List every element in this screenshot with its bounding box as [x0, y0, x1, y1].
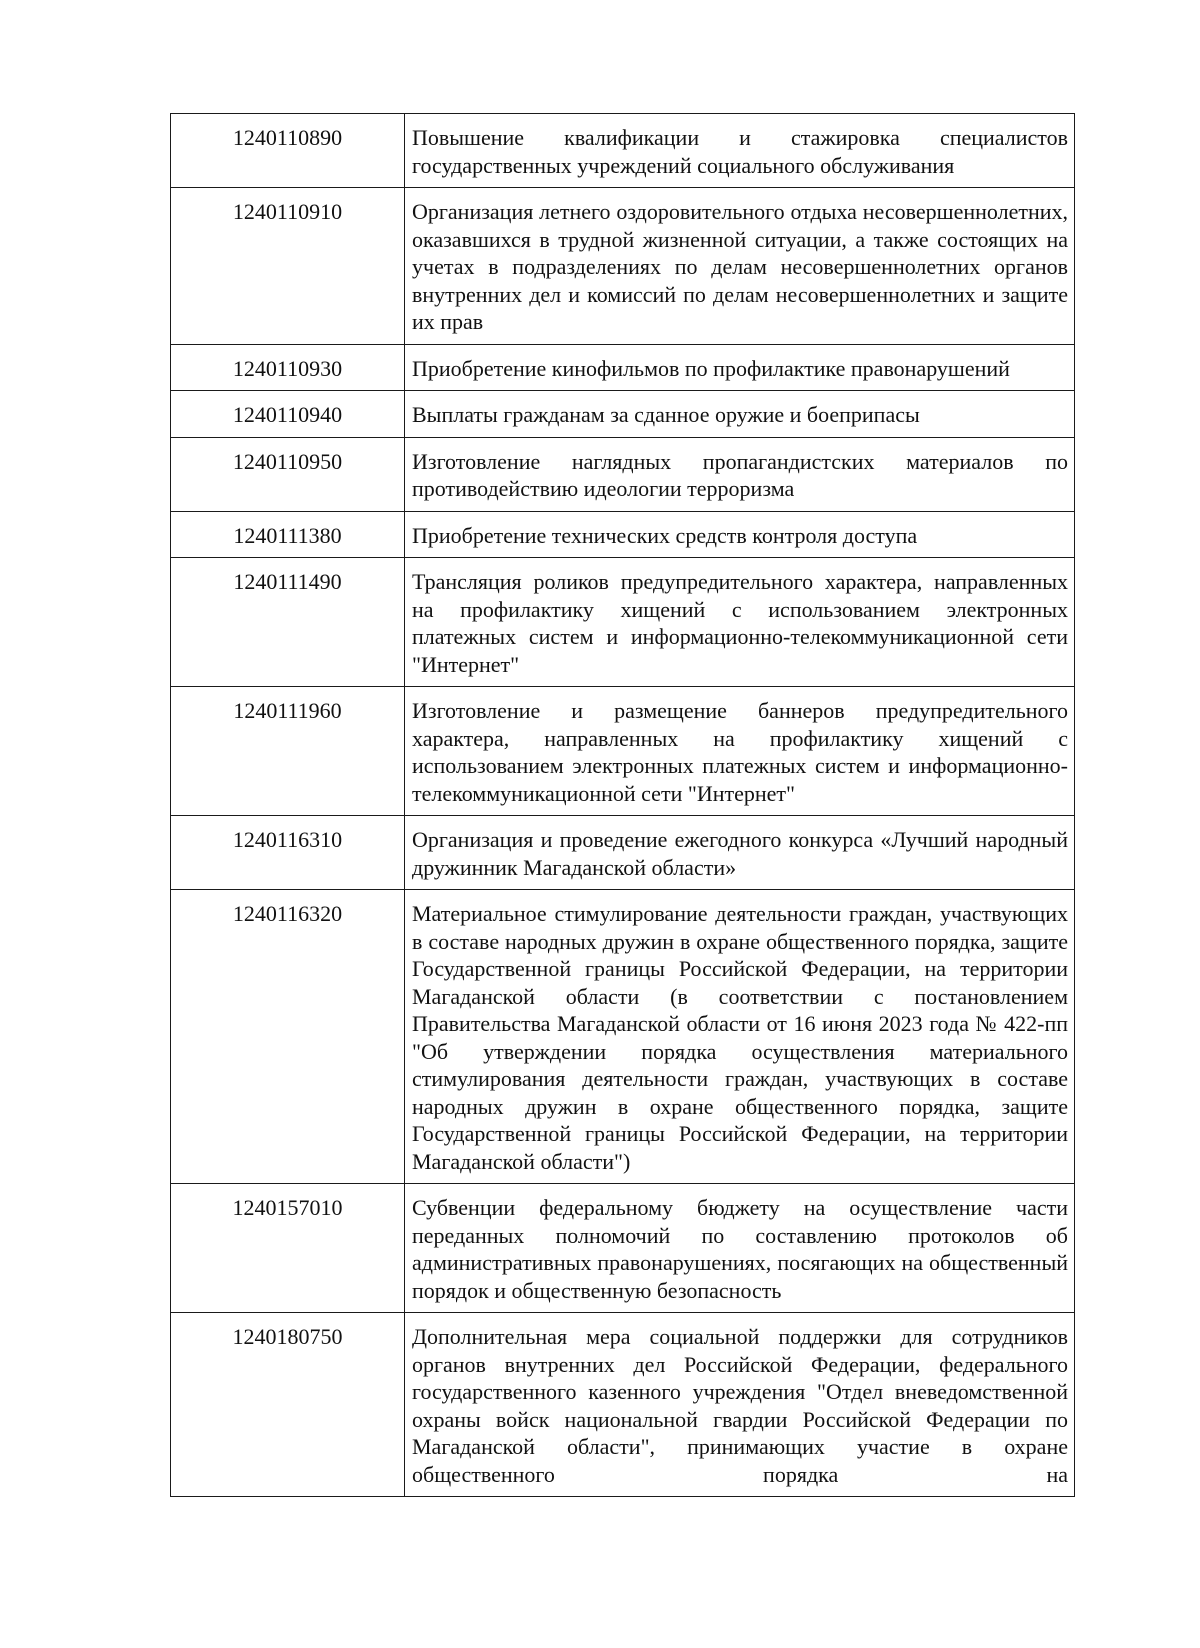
budget-codes-table	[170, 113, 1075, 1497]
description-cell: Изготовление наглядных пропагандистских материалов по противодействию идеологии терроризма	[405, 437, 1075, 511]
table-row	[171, 114, 1075, 188]
code-cell: 1240110950	[171, 437, 405, 511]
description-cell: Приобретение технических средств контроля доступа	[405, 511, 1075, 558]
description-cell: Материальное стимулирование деятельности граждан, участвующих в составе народных дружин в охране общественного порядка, защите Государственной границы Российской Федерации, на территории Магаданской области (в соответствии с постановлением Правительства Магаданской области от 16 июня 2023 года № 422-пп "Об утверждении порядка осуществления материального стимулирования деятельности граждан, участвующих в составе народных дружин в охране общественного порядка, защите Государственной границы Российской Федерации, на территории Магаданской области")	[405, 890, 1075, 1184]
code-cell: 1240111380	[171, 511, 405, 558]
description-cell: Повышение квалификации и стажировка специалистов государственных учреждений социального обслуживания	[405, 114, 1075, 188]
code-cell: 1240116320	[171, 890, 405, 1184]
table-row	[171, 511, 1075, 558]
code-cell: 1240116310	[171, 816, 405, 890]
description-cell: Приобретение кинофильмов по профилактике правонарушений	[405, 344, 1075, 391]
description-cell: Субвенции федеральному бюджету на осуществление части переданных полномочий по составлению протоколов об административных правонарушениях, посягающих на общественный порядок и общественную безопасность	[405, 1184, 1075, 1313]
description-cell: Организация и проведение ежегодного конкурса «Лучший народный дружинник Магаданской области»	[405, 816, 1075, 890]
description-cell: Организация летнего оздоровительного отдыха несовершеннолетних, оказавшихся в трудной жизненной ситуации, а также состоящих на учетах в подразделениях по делам несовершеннолетних органов внутренних дел и комиссий по делам несовершеннолетних и защите их прав	[405, 188, 1075, 345]
table-row	[171, 344, 1075, 391]
code-cell: 1240111490	[171, 558, 405, 687]
table-body	[171, 114, 1075, 1497]
code-cell: 1240110930	[171, 344, 405, 391]
code-cell: 1240111960	[171, 687, 405, 816]
description-cell: Выплаты гражданам за сданное оружие и боеприпасы	[405, 391, 1075, 438]
description-cell: Трансляция роликов предупредительного характера, направленных на профилактику хищений с использованием электронных платежных систем и информационно-телекоммуникационной сети "Интернет"	[405, 558, 1075, 687]
table-row	[171, 437, 1075, 511]
code-cell: 1240157010	[171, 1184, 405, 1313]
code-cell: 1240110910	[171, 188, 405, 345]
table-row	[171, 391, 1075, 438]
table-row	[171, 1313, 1075, 1497]
code-cell: 1240110890	[171, 114, 405, 188]
table-row	[171, 188, 1075, 345]
code-cell: 1240180750	[171, 1313, 405, 1497]
table-row	[171, 890, 1075, 1184]
table-row	[171, 816, 1075, 890]
description-cell: Изготовление и размещение баннеров предупредительного характера, направленных на профилактику хищений с использованием электронных платежных систем и информационно-телекоммуникационной сети "Интернет"	[405, 687, 1075, 816]
table-row	[171, 687, 1075, 816]
code-cell: 1240110940	[171, 391, 405, 438]
description-cell: Дополнительная мера социальной поддержки для сотрудников органов внутренних дел Российской Федерации, федерального государственного казенного учреждения "Отдел вневедомственной охраны войск национальной гвардии Российской Федерации по Магаданской области", принимающих участие в охране общественного порядка на	[405, 1313, 1075, 1497]
table-row	[171, 1184, 1075, 1313]
table-row	[171, 558, 1075, 687]
